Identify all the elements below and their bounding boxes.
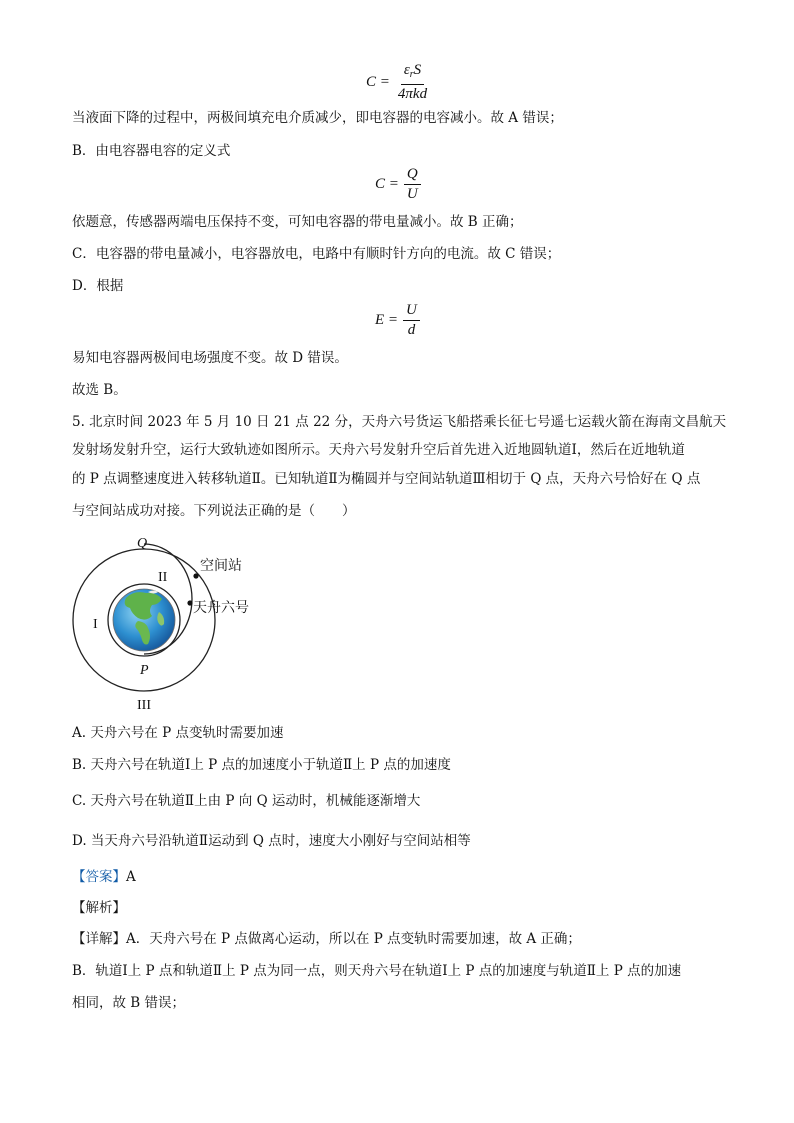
question-line: 与空间站成功对接。下列说法正确的是（ ） xyxy=(72,503,356,519)
formula-numerator: Q xyxy=(404,166,421,185)
question-line: 5. 北京时间 2023 年 5 月 10 日 21 点 22 分，天舟六号货运飞船搭乘长征七号遥七运载火箭在海南文昌航天 xyxy=(72,414,727,430)
detail-text: A．天舟六号在 P 点做离心运动，所以在 P 点变轨时需要加速，故 A 正确； xyxy=(126,931,581,947)
orbit-diagram xyxy=(66,532,266,718)
option-d: D. 当天舟六号沿轨道Ⅱ运动到 Q 点时，速度大小刚好与空间站相等 xyxy=(72,833,471,849)
detail-tag: 【详解】 xyxy=(72,931,126,947)
formula-denominator: d xyxy=(407,322,416,338)
analysis-tag: 【解析】 xyxy=(72,900,126,916)
formula-denominator: 4πkd xyxy=(397,86,428,102)
paragraph-line: 易知电容器两极间电场强度不变。故 D 错误。 xyxy=(72,350,348,366)
epsilon-symbol: ε xyxy=(403,62,410,78)
formula-numerator xyxy=(401,62,424,85)
label-tianzhou-6: 天舟六号 xyxy=(193,601,249,616)
formula-capacitance-decisive xyxy=(366,62,430,103)
formula-fraction xyxy=(395,62,430,103)
answer-tag: 【答案】 xyxy=(72,869,126,885)
formula-numerator: U xyxy=(403,302,420,321)
detail-line: B．轨道Ⅰ上 P 点和轨道Ⅱ上 P 点为同一点，则天舟六号在轨道Ⅰ上 P 点的加速度与轨道Ⅱ上 P 点的加速 xyxy=(72,963,682,979)
paragraph-line: 当液面下降的过程中，两极间填充电介质减少，即电容器的电容减小。故 A 错误； xyxy=(72,110,563,126)
label-space-station: 空间站 xyxy=(200,559,242,574)
option-b: B. 天舟六号在轨道Ⅰ上 P 点的加速度小于轨道Ⅱ上 P 点的加速度 xyxy=(72,757,451,773)
space-station-marker xyxy=(193,573,198,578)
earth-icon xyxy=(113,589,175,651)
label-p: P xyxy=(140,663,149,678)
epsilon-subscript: r xyxy=(409,69,414,80)
area-symbol: S xyxy=(413,62,422,78)
option-a: A. 天舟六号在 P 点变轨时需要加速 xyxy=(72,725,284,741)
formula-lhs: C = xyxy=(366,74,390,90)
label-q: Q xyxy=(137,536,148,551)
question-line: 的 P 点调整速度进入转移轨道Ⅱ。已知轨道Ⅱ为椭圆并与空间站轨道Ⅲ相切于 Q 点，天舟六号恰好在 Q 点 xyxy=(72,471,701,487)
formula-denominator: U xyxy=(406,186,418,202)
paragraph-line: B．由电容器电容的定义式 xyxy=(72,143,231,159)
answer-line xyxy=(72,868,136,886)
detail-line: 相同，故 B 错误； xyxy=(72,995,186,1011)
label-i: I xyxy=(93,617,98,632)
paragraph-line: 故选 B。 xyxy=(72,382,127,398)
paragraph-line: C．电容器的带电量减小，电容器放电，电路中有顺时针方向的电流。故 C 错误； xyxy=(72,246,561,262)
label-ii: II xyxy=(158,570,168,585)
paragraph-line: 依题意，传感器两端电压保持不变，可知电容器的带电量减小。故 B 正确； xyxy=(72,214,523,230)
spacecraft-marker xyxy=(187,600,192,605)
formula-lhs: C = xyxy=(375,176,399,192)
paragraph-line: D．根据 xyxy=(72,278,124,294)
formula-lhs: E = xyxy=(375,312,399,328)
formula-fraction xyxy=(404,166,421,203)
label-iii: III xyxy=(137,698,151,713)
answer-value: A xyxy=(126,869,136,885)
formula-field-strength xyxy=(375,302,420,339)
option-c: C. 天舟六号在轨道Ⅱ上由 P 向 Q 运动时，机械能逐渐增大 xyxy=(72,793,421,809)
detail-line xyxy=(72,930,581,948)
formula-capacitance-definition xyxy=(375,166,421,203)
formula-fraction xyxy=(403,302,420,339)
question-line: 发射场发射升空，运行大致轨迹如图所示。天舟六号发射升空后首先进入近地圆轨道Ⅰ，然后在近地轨道 xyxy=(72,442,685,458)
